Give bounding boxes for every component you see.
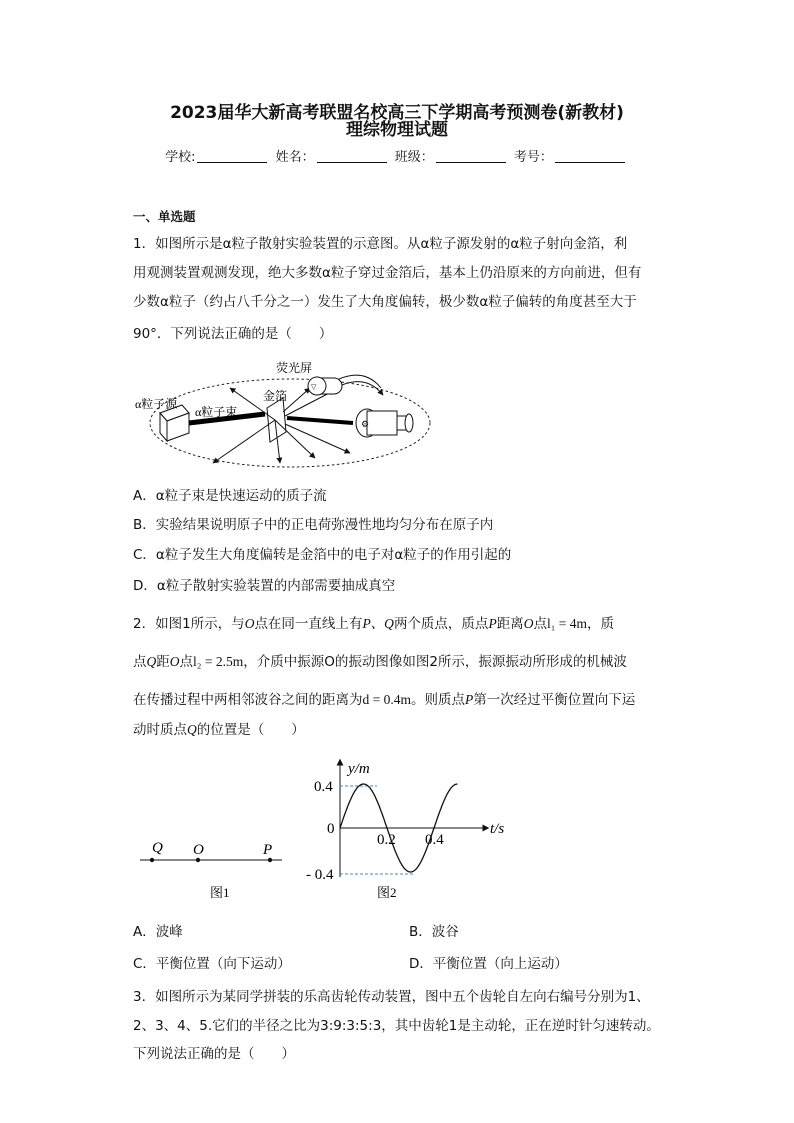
q1-option-a[interactable]: A．α粒子束是快速运动的质子流 bbox=[133, 488, 327, 504]
alpha-scattering-figure bbox=[135, 350, 435, 472]
q2-line3: 在传播过程中两相邻波谷之间的距离为d = 0.4m。则质点P第一次经过平衡位置向下运 bbox=[133, 692, 636, 708]
xtick-0-2: 0.2 bbox=[377, 832, 396, 848]
q1-line4: 90°．下列说法正确的是（ ） bbox=[133, 326, 333, 342]
q1-line2: 用观测装置观测发现，绝大多数α粒子穿过金箔后，基本上仍沿原来的方向前进，但有 bbox=[133, 265, 642, 281]
q2-line4: 动时质点Q的位置是（ ） bbox=[133, 722, 305, 738]
q2-line2: 点Q距O点l₂ = 2.5m，介质中振源O的振动图像如图2所示，振源振动所形成的机械波 bbox=[133, 654, 627, 670]
q2-option-a[interactable]: A．波峰 bbox=[133, 924, 183, 940]
section-title: 一、单选题 bbox=[133, 209, 196, 224]
figure1-points-line bbox=[135, 830, 295, 905]
q1-option-b[interactable]: B．实验结果说明原子中的正电荷弥漫性地均匀分布在原子内 bbox=[133, 517, 494, 533]
label-q: Q bbox=[152, 840, 163, 856]
point-q bbox=[150, 858, 154, 862]
microscope-icon bbox=[356, 409, 413, 437]
name-label: 姓名： bbox=[275, 150, 315, 165]
q1-line1: 1．如图所示是α粒子散射实验装置的示意图。从α粒子源发射的α粒子射向金箔，利 bbox=[133, 236, 628, 252]
name-blank[interactable] bbox=[317, 149, 387, 163]
exam-number-label: 考号： bbox=[513, 150, 553, 165]
ytick-max: 0.4 bbox=[314, 779, 333, 795]
q2-line1: 2．如图1所示，与O点在同一直线上有P、Q两个质点，质点P距离O点l₁ = 4m，质 bbox=[133, 616, 615, 632]
fluorescent-screen-icon bbox=[308, 377, 342, 395]
exam-title-line2: 理综物理试题 bbox=[346, 120, 448, 140]
figure2-caption: 图2 bbox=[377, 885, 397, 900]
exam-title-line1: 2023届华大新高考联盟名校高三下学期高考预测卷(新教材) bbox=[170, 103, 624, 123]
svg-text:▽: ▽ bbox=[311, 383, 317, 391]
label-o: O bbox=[193, 842, 204, 858]
transmitted-beam bbox=[287, 418, 353, 423]
q1-option-c[interactable]: C．α粒子发生大角度偏转是金箔中的电子对α粒子的作用引起的 bbox=[133, 547, 512, 563]
svg-text:⚙: ⚙ bbox=[361, 419, 370, 429]
school-label: 学校: bbox=[165, 150, 196, 165]
q1-option-d[interactable]: D．α粒子散射实验装置的内部需要抽成真空 bbox=[133, 578, 396, 594]
foil-label: 金箔 bbox=[263, 389, 288, 403]
q2-option-c[interactable]: C．平衡位置（向下运动） bbox=[133, 956, 291, 972]
source-label: α粒子源 bbox=[135, 397, 178, 411]
y-axis-label: y/m bbox=[348, 761, 370, 777]
point-p bbox=[268, 858, 272, 862]
q1-line3: 少数α粒子（约占八千分之一）发生了大角度偏转，极少数α粒子偏转的角度甚至大于 bbox=[133, 294, 637, 310]
q3-line3: 下列说法正确的是（ ） bbox=[133, 1046, 295, 1062]
class-label: 班级： bbox=[394, 150, 434, 165]
q2-option-d[interactable]: D．平衡位置（向上运动） bbox=[409, 956, 568, 972]
figure1-caption: 图1 bbox=[210, 885, 230, 900]
student-info-row bbox=[0, 146, 794, 165]
figure2-oscillation-graph bbox=[300, 755, 520, 903]
beam-label: α粒子束 bbox=[195, 405, 238, 419]
point-o bbox=[196, 858, 200, 862]
label-p: P bbox=[263, 842, 273, 858]
screen-label: 荧光屏 bbox=[276, 361, 313, 375]
xtick-0-4: 0.4 bbox=[425, 832, 444, 848]
x-axis-label: t/s bbox=[490, 821, 505, 837]
q2-option-b[interactable]: B．波谷 bbox=[409, 924, 459, 940]
ytick-zero: 0 bbox=[327, 821, 335, 837]
exam-number-blank[interactable] bbox=[555, 149, 625, 163]
class-blank[interactable] bbox=[436, 149, 506, 163]
q3-line1: 3．如图所示为某同学拼装的乐高齿轮传动装置，图中五个齿轮自左向右编号分别为1、 bbox=[133, 989, 650, 1005]
ytick-min: - 0.4 bbox=[306, 867, 334, 883]
school-blank[interactable] bbox=[197, 149, 267, 163]
q3-line2: 2、3、4、5.它们的半径之比为3:9:3:5:3，其中齿轮1是主动轮，正在逆时针匀速转动。 bbox=[133, 1018, 660, 1034]
